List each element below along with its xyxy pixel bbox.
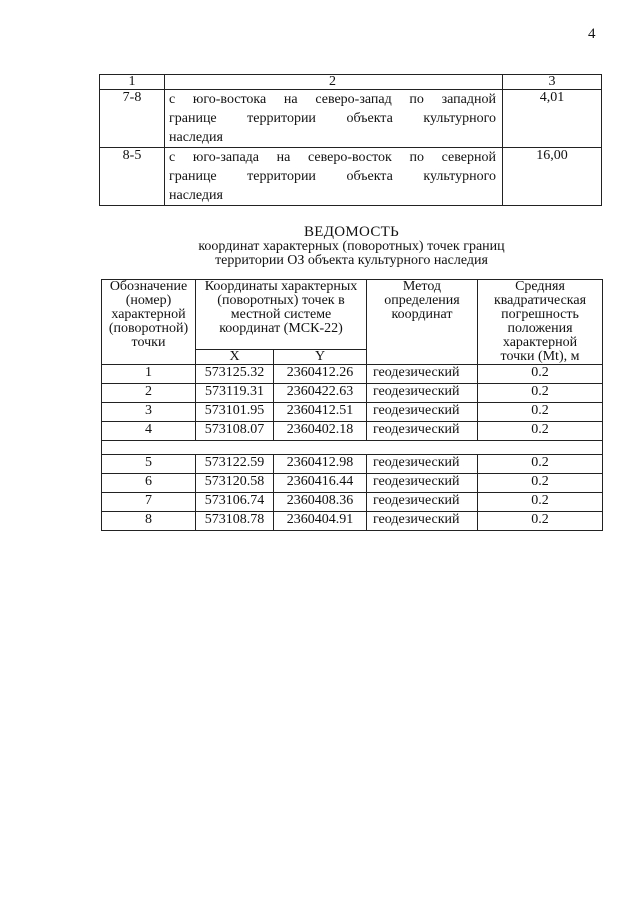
description-line: наследия — [169, 130, 223, 145]
point-designation-header — [102, 280, 196, 365]
header-line: характерной — [502, 335, 578, 350]
x-value: 573108.07 — [196, 422, 274, 441]
vedomost-title: ВЕДОМОСТЬ — [303, 224, 400, 240]
coordinates-header — [196, 280, 367, 350]
point-number: 1 — [102, 365, 196, 384]
vedomost-subtitle-line: координат характерных (поворотных) точек границ — [198, 239, 505, 254]
table-row — [102, 474, 603, 493]
method-value: геодезический — [367, 512, 478, 531]
header-line: (поворотных) точек в — [217, 293, 345, 308]
method-value: геодезический — [367, 493, 478, 512]
separator-cell — [102, 441, 603, 455]
description-line: границе территории объекта культурного — [169, 169, 496, 184]
header-line: квадратическая — [493, 293, 587, 308]
method-header — [367, 280, 478, 365]
header-line: определения — [384, 293, 460, 308]
page-number: 4 — [588, 26, 596, 42]
mt-value: 0.2 — [478, 365, 603, 384]
mt-value: 0.2 — [478, 474, 603, 493]
y-value: 2360412.26 — [274, 365, 367, 384]
y-value: 2360412.98 — [274, 455, 367, 474]
x-value: 573101.95 — [196, 403, 274, 422]
mt-value: 0.2 — [478, 403, 603, 422]
x-value: 573120.58 — [196, 474, 274, 493]
header-line: точки (Mt), м — [500, 349, 580, 364]
header-line: характерной — [111, 307, 186, 322]
boundary-description-table — [99, 74, 602, 206]
mt-value: 0.2 — [478, 512, 603, 531]
table-header-row — [102, 280, 603, 350]
x-header: X — [196, 350, 274, 365]
description-cell — [165, 148, 503, 206]
y-header: Y — [274, 350, 367, 365]
header-line: местной системе — [230, 307, 332, 322]
header-cell: 1 — [100, 75, 165, 90]
header-line: Координаты характерных — [204, 279, 358, 294]
error-header — [478, 280, 603, 365]
y-value: 2360416.44 — [274, 474, 367, 493]
header-cell: 2 — [165, 75, 503, 90]
header-line: Обозначение — [109, 279, 188, 294]
method-value: геодезический — [367, 422, 478, 441]
point-number: 8 — [102, 512, 196, 531]
description-line: границе территории объекта культурного — [169, 111, 496, 126]
description-cell — [165, 90, 503, 148]
x-value: 573119.31 — [196, 384, 274, 403]
mt-value: 0.2 — [478, 455, 603, 474]
point-number: 2 — [102, 384, 196, 403]
header-line: точки — [131, 335, 166, 350]
header-line: (поворотной) — [108, 321, 189, 336]
table-row — [102, 512, 603, 531]
y-value: 2360408.36 — [274, 493, 367, 512]
header-line: положения — [507, 321, 573, 336]
header-line: Метод — [402, 279, 442, 294]
method-value: геодезический — [367, 455, 478, 474]
description-line: с юго-запада на северо-восток по северной — [169, 150, 496, 165]
y-value: 2360404.91 — [274, 512, 367, 531]
method-value: геодезический — [367, 384, 478, 403]
table-row — [100, 148, 602, 206]
method-value: геодезический — [367, 365, 478, 384]
header-line: координат — [391, 307, 453, 322]
mt-value: 0.2 — [478, 493, 603, 512]
description-line: наследия — [169, 188, 223, 203]
method-value: геодезический — [367, 474, 478, 493]
point-number: 4 — [102, 422, 196, 441]
y-value: 2360422.63 — [274, 384, 367, 403]
x-value: 573106.74 — [196, 493, 274, 512]
length-cell: 4,01 — [503, 90, 602, 148]
table-row — [102, 493, 603, 512]
table-row — [102, 403, 603, 422]
method-value: геодезический — [367, 403, 478, 422]
mt-value: 0.2 — [478, 422, 603, 441]
segment-cell: 7-8 — [100, 90, 165, 148]
point-number: 6 — [102, 474, 196, 493]
segment-cell: 8-5 — [100, 148, 165, 206]
coordinates-table — [101, 279, 603, 531]
vedomost-subtitle-line: территории ОЗ объекта культурного наследия — [215, 253, 488, 268]
table-header-row — [100, 75, 602, 90]
table-row — [102, 422, 603, 441]
point-number: 7 — [102, 493, 196, 512]
header-cell: 3 — [503, 75, 602, 90]
table-row — [102, 365, 603, 384]
header-line: координат (МСК-22) — [219, 321, 343, 336]
table-row — [100, 90, 602, 148]
x-value: 573122.59 — [196, 455, 274, 474]
header-line: (номер) — [125, 293, 172, 308]
table-row — [102, 455, 603, 474]
x-value: 573125.32 — [196, 365, 274, 384]
x-value: 573108.78 — [196, 512, 274, 531]
description-line: с юго-востока на северо-запад по западной — [169, 92, 496, 107]
point-number: 3 — [102, 403, 196, 422]
separator-row — [102, 441, 603, 455]
mt-value: 0.2 — [478, 384, 603, 403]
table-row — [102, 384, 603, 403]
y-value: 2360412.51 — [274, 403, 367, 422]
length-cell: 16,00 — [503, 148, 602, 206]
header-line: погрешность — [501, 307, 579, 322]
point-number: 5 — [102, 455, 196, 474]
header-line: Средняя — [515, 279, 565, 294]
y-value: 2360402.18 — [274, 422, 367, 441]
